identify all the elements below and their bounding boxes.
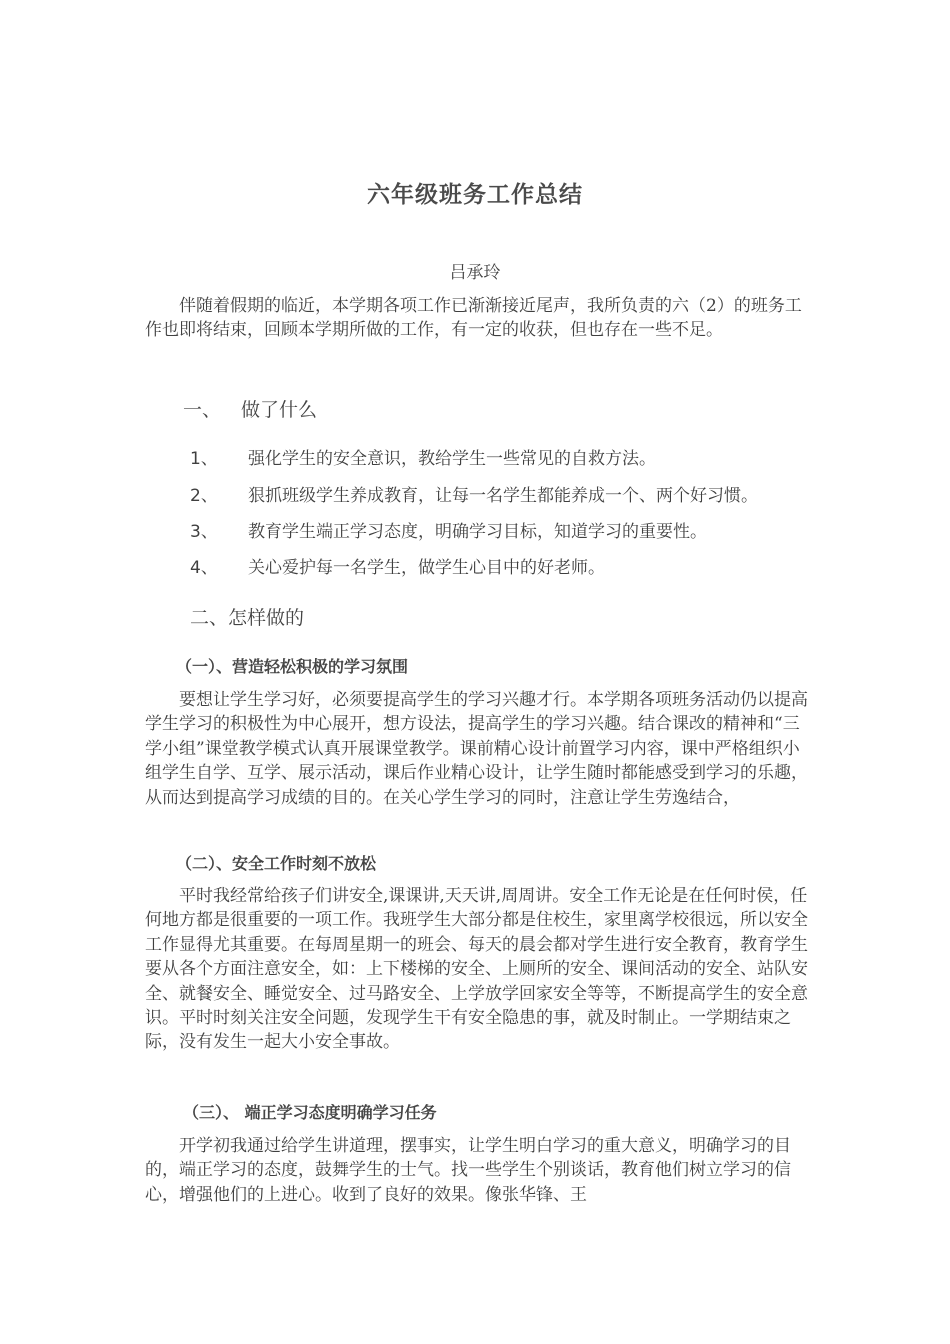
list-item-text: 教育学生端正学习态度，明确学习目标，知道学习的重要性。 bbox=[248, 522, 707, 542]
list-item bbox=[190, 517, 707, 542]
subsection2-heading: （二）、安全工作时刻不放松 bbox=[176, 854, 377, 873]
subsection2-paragraph: 平时我经常给孩子们讲安全,课课讲,天天讲,周周讲。安全工作无论是在任何时侯，任何地方都是很重要的一项工作。我班学生大部分都是住校生，家里离学校很远，所以安全工作显得尤其重要。在每周星期一的班会、每天的晨会都对学生进行安全教育，教育学生要从各个方面注意安全，如：上下楼梯的安全、上厕所的安全、课间活动的安全、站队安全、就餐安全、睡觉安全、过马路安全、上学放学回家安全等等，不断提高学生的安全意识。平时时刻关注安全问题，发现学生干有安全隐患的事，就及时制止。一学期结束之际，没有发生一起大小安全事故。 bbox=[145, 886, 808, 1053]
subsection1-paragraph: 要想让学生学习好，必须要提高学生的学习兴趣才行。本学期各项班务活动仍以提高学生学习的积极性为中心展开，想方设法，提高学生的学习兴趣。结合课改的精神和“三学小组”课堂教学模式认真开展课堂教学。课前精心设计前置学习内容，课中严格组织小组学生自学、互学、展示活动，课后作业精心设计，让学生随时都能感受到学习的乐趣，从而达到提高学习成绩的目的。在关心学生学习的同时，注意让学生劳逸结合， bbox=[145, 690, 808, 808]
subsection3-heading: （三）、 端正学习态度明确学习任务 bbox=[183, 1103, 437, 1122]
list-item bbox=[190, 444, 656, 469]
list-item bbox=[190, 481, 758, 506]
list-item-number: 3、 bbox=[190, 522, 218, 542]
section1-heading bbox=[183, 395, 317, 422]
list-item-number: 2、 bbox=[190, 486, 218, 506]
section2-heading: 二、怎样做的 bbox=[190, 607, 305, 629]
list-item-text: 狠抓班级学生养成教育，让每一名学生都能养成一个、两个好习惯。 bbox=[248, 486, 758, 506]
list-item-number: 1、 bbox=[190, 449, 218, 469]
subsection3-paragraph: 开学初我通过给学生讲道理，摆事实，让学生明白学习的重大意义，明确学习的目的，端正学习的态度，鼓舞学生的士气。找一些学生个别谈话，教育他们树立学习的信心，增强他们的上进心。收到了良好的效果。像张华锋、王 bbox=[145, 1136, 791, 1205]
document-title: 六年级班务工作总结 bbox=[367, 182, 583, 208]
intro-paragraph: 伴随着假期的临近，本学期各项工作已渐渐接近尾声，我所负责的六（2）的班务工作也即将结束，回顾本学期所做的工作，有一定的收获，但也存在一些不足。 bbox=[145, 296, 802, 341]
section1-title: 做了什么 bbox=[241, 399, 318, 421]
document-author: 吕承玲 bbox=[449, 263, 501, 283]
subsection1-heading: （一）、营造轻松积极的学习氛围 bbox=[176, 657, 409, 676]
section1-number: 一、 bbox=[183, 399, 222, 421]
list-item-text: 强化学生的安全意识，教给学生一些常见的自救方法。 bbox=[248, 449, 656, 469]
list-item-text: 关心爱护每一名学生，做学生心目中的好老师。 bbox=[248, 558, 605, 578]
list-item bbox=[190, 553, 605, 578]
list-item-number: 4、 bbox=[190, 558, 218, 578]
